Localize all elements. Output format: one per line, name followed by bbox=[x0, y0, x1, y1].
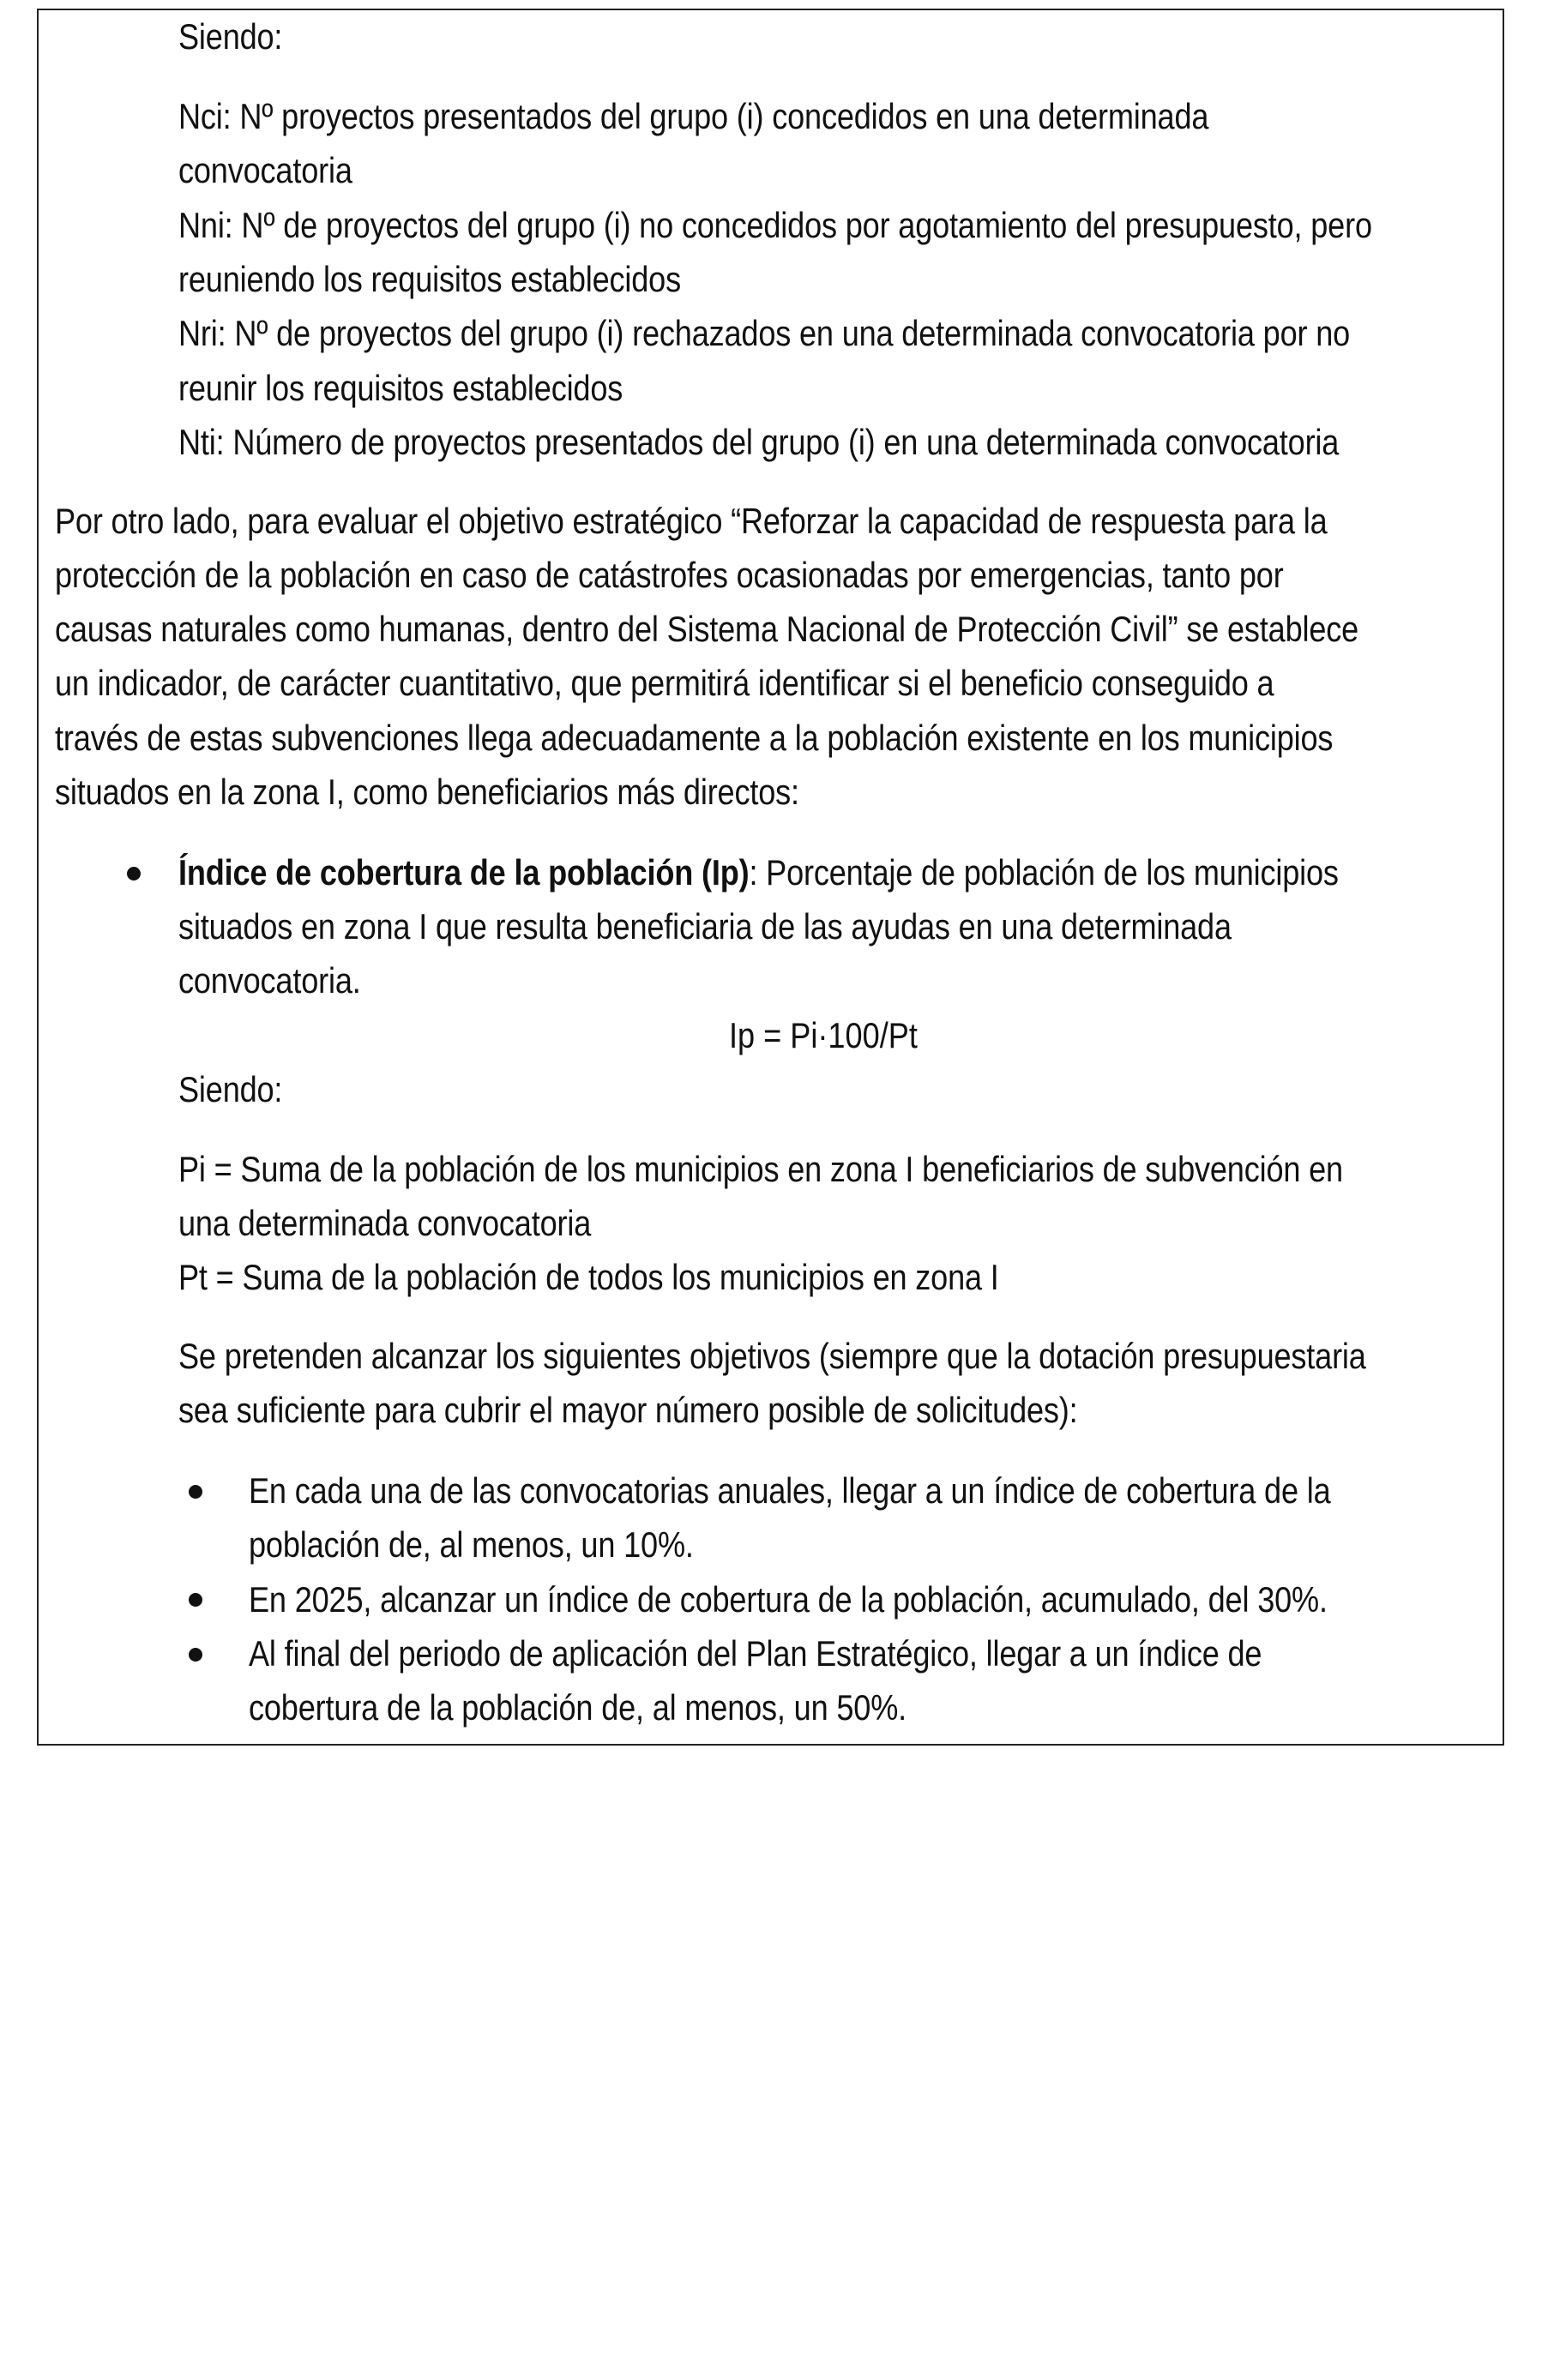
definition-line: Pt = Suma de la población de todos los municipios en zona I bbox=[178, 1257, 999, 1297]
objective-item-line: población de, al menos, un 10%. bbox=[249, 1524, 694, 1565]
indicator-title: Índice de cobertura de la población (Ip) bbox=[178, 852, 750, 892]
definition-line: reunir los requisitos establecidos bbox=[178, 368, 623, 408]
siendo-label-2: Siendo: bbox=[178, 1069, 283, 1109]
paragraph-line: protección de la población en caso de catástrofes ocasionadas por emergencias, tanto por bbox=[55, 555, 1284, 595]
definition-line: convocatoria bbox=[178, 150, 352, 190]
siendo-label-1: Siendo: bbox=[178, 16, 283, 57]
definition-line: Nci: Nº proyectos presentados del grupo (i) concedidos en una determinada bbox=[178, 96, 1209, 136]
paragraph-line: través de estas subvenciones llega adecuadamente a la población existente en los municipios bbox=[55, 718, 1334, 758]
definition-line: Pi = Suma de la población de los municipios en zona I beneficiarios de subvención en bbox=[178, 1149, 1343, 1189]
bullet-icon bbox=[189, 1485, 202, 1499]
paragraph-line: situados en la zona I, como beneficiarios más directos: bbox=[55, 772, 799, 812]
bullet-icon bbox=[127, 867, 141, 880]
objective-item-line: Al final del periodo de aplicación del Plan Estratégico, llegar a un índice de bbox=[249, 1633, 1262, 1674]
paragraph-line: un indicador, de carácter cuantitativo, que permitirá identificar si el beneficio conseguido a bbox=[55, 663, 1274, 703]
definition-line: Nri: Nº de proyectos del grupo (i) rechazados en una determinada convocatoria por no bbox=[178, 313, 1351, 353]
objective-item-line: cobertura de la población de, al menos, un 50%. bbox=[249, 1687, 907, 1728]
indicator-line-1 bbox=[178, 852, 1339, 892]
bullet-icon bbox=[189, 1593, 202, 1607]
paragraph-line: causas naturales como humanas, dentro del Sistema Nacional de Protección Civil” se establece bbox=[55, 609, 1359, 649]
definition-line: reuniendo los requisitos establecidos bbox=[178, 259, 681, 299]
objective-item-line: En 2025, alcanzar un índice de cobertura de la población, acumulado, del 30%. bbox=[249, 1579, 1328, 1620]
objectives-intro-line: sea suficiente para cubrir el mayor número posible de solicitudes): bbox=[178, 1390, 1078, 1430]
definition-line: Nni: Nº de proyectos del grupo (i) no concedidos por agotamiento del presupuesto, pero bbox=[178, 205, 1372, 245]
bullet-icon bbox=[189, 1648, 202, 1662]
definition-line: una determinada convocatoria bbox=[178, 1203, 592, 1243]
indicator-line-2: situados en zona I que resulta beneficiaria de las ayudas en una determinada bbox=[178, 906, 1232, 947]
objectives-intro-line: Se pretenden alcanzar los siguientes objetivos (siempre que la dotación presupuestaria bbox=[178, 1336, 1366, 1376]
indicator-description: : Porcentaje de población de los municipios bbox=[749, 852, 1339, 892]
indicator-line-3: convocatoria. bbox=[178, 960, 361, 1001]
definition-line: Nti: Número de proyectos presentados del grupo (i) en una determinada convocatoria bbox=[178, 422, 1340, 462]
objective-item-line: En cada una de las convocatorias anuales, llegar a un índice de cobertura de la bbox=[249, 1470, 1331, 1511]
formula: Ip = Pi·100/Pt bbox=[729, 1015, 918, 1055]
paragraph-line: Por otro lado, para evaluar el objetivo estratégico “Reforzar la capacidad de respuesta para la bbox=[55, 501, 1328, 541]
